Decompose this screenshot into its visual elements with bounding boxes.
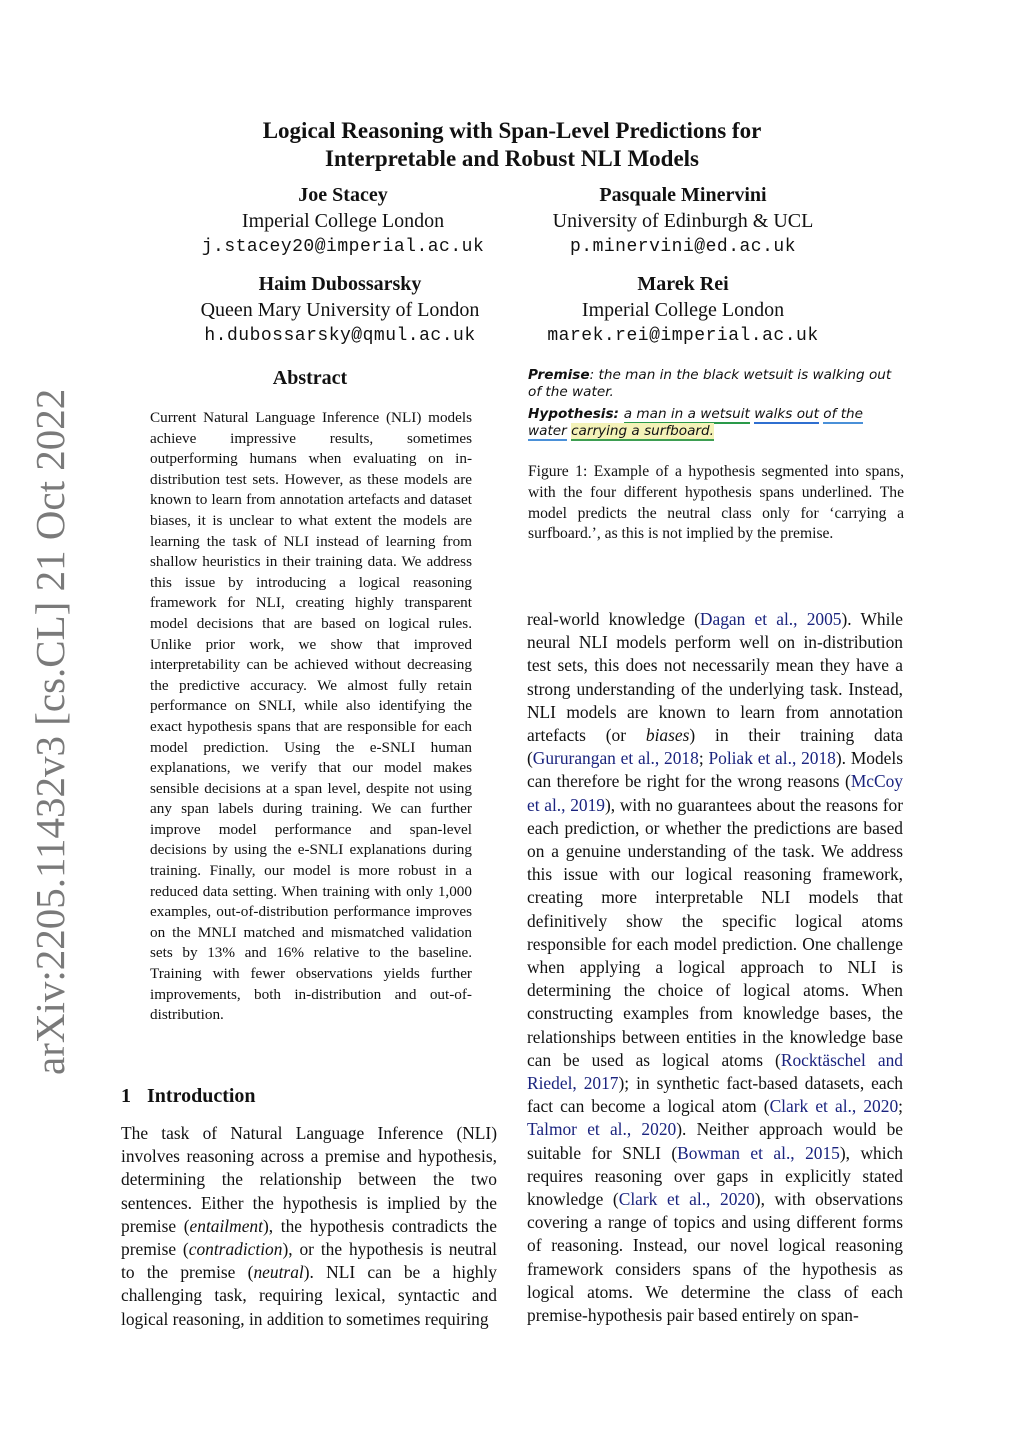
hypothesis-line: Hypothesis: a man in a wetsuit walks out of the water carrying a surfboard. (528, 406, 864, 439)
author-name: Pasquale Minervini (599, 184, 767, 206)
intro-text: ), or the hypothesis is neutral to the premise ( (121, 1239, 497, 1283)
hypothesis-span-2: walks out (754, 406, 819, 422)
body-text: real-world knowledge ( (527, 609, 700, 629)
citation-link[interactable]: Dagan et al., 2005 (699, 609, 842, 629)
body-text: ). While neural NLI models perform well on in-distribution test sets, this does not necessarily mean they have a strong understanding of the underlying task. Instead, NLI models are known to learn from annotation artefacts (or (527, 609, 903, 746)
citation-link[interactable]: Talmor et al., 2020 (527, 1119, 677, 1140)
section-number: 1 (121, 1085, 131, 1107)
term-entailment: entailment (189, 1215, 263, 1236)
author-email[interactable]: j.stacey20@imperial.ac.uk (201, 237, 485, 257)
citation-link[interactable]: Poliak et al., 2018 (708, 748, 836, 769)
introduction-right-column (527, 608, 903, 1327)
citation-link[interactable]: Clark et al., 2020 (769, 1096, 899, 1117)
premise-label: Premise (528, 367, 590, 383)
term-contradiction: contradiction (188, 1239, 283, 1260)
introduction-paragraph (121, 1122, 497, 1331)
citation-link[interactable]: Rocktäschel and Riedel, 2017 (527, 1049, 903, 1094)
author-email[interactable]: marek.rei@imperial.ac.uk (547, 326, 819, 346)
abstract-body: Current Natural Language Inference (NLI) models achieve impressive results, sometimes outperforming humans when evaluating on in-distribution test sets. However, as these models are known to learn from annotation artefacts and dataset biases, it is unclear to what extent the models are learning the task of NLI instead of learning from shallow heuristics in their training data. We address this issue by introducing a logical reasoning framework for NLI, creating highly transparent model decisions that are based on logical rules. Unlike prior work, we show that improved interpretability can be achieved without decreasing the predictive accuracy. We almost fully retain performance on SNLI, while also identifying the exact hypothesis spans that are responsible for each model prediction. Using the e-SNLI human explanations, we verify that our model makes sensible decisions at a span level, despite not using any span labels during training. We can further improve model performance and span-level decisions by using the e-SNLI explanations during training. Finally, our model is more robust in a reduced data setting. When training with only 1,000 examples, out-of-distribution performance improves on the MNLI matched and mismatched validation sets by 13% and 16% relative to the baseline. Training with fewer observations yields further improvements, both in-distribution and out-of-distribution. (150, 409, 472, 1024)
citation-link[interactable]: McCoy et al., 2019 (527, 771, 903, 815)
body-text: ), which requires reasoning over gaps in explicitly stated knowledge ( (527, 1142, 903, 1210)
figure-1-example (528, 367, 904, 440)
author-block-rei (493, 271, 873, 349)
author-name: Marek Rei (637, 273, 729, 295)
hypothesis-label: Hypothesis (528, 406, 614, 422)
body-text: ) in their training data ( (527, 725, 903, 769)
term-neutral: neutral (253, 1262, 304, 1283)
body-text: ; (898, 1096, 903, 1117)
author-email[interactable]: h.dubossarsky@qmul.ac.uk (204, 326, 476, 346)
premise-line (528, 367, 904, 401)
body-text: ; (698, 748, 709, 769)
arxiv-identifier-stamp: arXiv:2205.11432v3 [cs.CL] 21 Oct 2022 (27, 388, 73, 1075)
intro-text: The task of Natural Language Inference (NLI) involves reasoning across a premise and hypothesis, determining the relationship between the two sentences. Either the hypothesis is implied by the premise ( (121, 1123, 497, 1236)
author-affiliation: Queen Mary University of London (200, 299, 480, 321)
figure-1-caption: Figure 1: Example of a hypothesis segmented into spans, with the four different hypothesis spans underlined. The model predicts the neutral class only for ‘carrying a surfboard.’, as this is not implied by the premise. (528, 463, 904, 543)
paper-title (150, 117, 874, 173)
section-title: Introduction (147, 1085, 256, 1107)
citation-link[interactable]: Clark et al., 2020 (618, 1189, 755, 1210)
author-email[interactable]: p.minervini@ed.ac.uk (569, 237, 797, 257)
intro-text: ), the hypothesis contradicts the premise ( (121, 1215, 497, 1260)
author-affiliation: Imperial College London (241, 210, 445, 232)
hypothesis-span-4-neutral: carrying a surfboard. (571, 423, 714, 439)
title-line-2: Interpretable and Robust NLI Models (325, 146, 699, 171)
body-text: ). Neither approach would be suitable for SNLI ( (527, 1119, 904, 1163)
hypothesis-span-1: a man in a wetsuit (623, 406, 750, 422)
author-name: Joe Stacey (298, 184, 388, 206)
author-name: Haim Dubossarsky (258, 273, 422, 295)
body-text: ), with no guarantees about the reasons for each prediction, or whether the predictions are based on a genuine understanding of the task. We address this issue with our logical reasoning framework, creating more interpretable NLI models that definitively show the specific logical atoms responsible for each model prediction. One challenge when applying a logical approach to NLI is determining the choice of logical atoms. When constructing examples from knowledge bases, the relationships between entities in the knowledge base can be used as logical atoms ( (527, 794, 903, 1070)
author-block-stacey (153, 182, 533, 260)
abstract-heading: Abstract (272, 367, 348, 389)
citation-link[interactable]: Bowman et al., 2015 (677, 1142, 840, 1163)
author-block-minervini (493, 182, 873, 260)
intro-text: ). NLI can be a highly challenging task, requiring lexical, syntactic and logical reasoning, in addition to sometimes requiring (121, 1262, 497, 1329)
premise-text: : the man in the black wetsuit is walking out of the water. (528, 367, 892, 400)
body-text: ). Models can therefore be right for the wrong reasons ( (527, 748, 903, 792)
body-text: ); in synthetic fact-based datasets, each fact can become a logical atom ( (527, 1073, 903, 1117)
hypothesis-span-3: of the water (528, 406, 864, 439)
author-affiliation: University of Edinburgh & UCL (552, 210, 814, 232)
citation-link[interactable]: Gururangan et al., 2018 (532, 748, 699, 769)
body-text: ), with observations covering a range of topics and using different forms of reasoning. Instead, our novel logical reasoning framework considers spans of the hypothesis as logical atoms. We determine the class of each premise-hypothesis pair based entirely on span- (527, 1189, 903, 1326)
author-affiliation: Imperial College London (581, 299, 785, 321)
title-line-1: Logical Reasoning with Span-Level Predictions for (262, 118, 762, 143)
term-biases: biases (645, 725, 690, 746)
section-heading-introduction (121, 1083, 256, 1109)
author-block-dubossarsky (150, 271, 530, 349)
